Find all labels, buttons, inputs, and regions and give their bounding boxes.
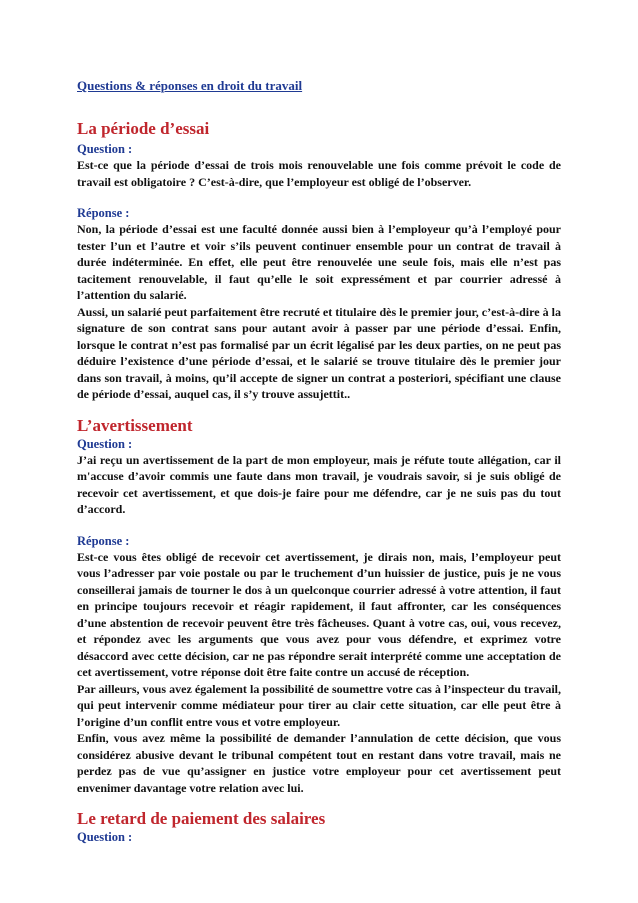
section-retard-paiement (77, 809, 561, 845)
answer-label: Réponse : (77, 206, 130, 220)
section-title: La période d’essai (77, 119, 210, 138)
answer-label: Réponse : (77, 533, 130, 548)
document-header-title: Questions & réponses en droit du travail (77, 78, 303, 93)
section-title: Le retard de paiement des salaires (77, 809, 326, 828)
question-label: Question : (77, 830, 133, 844)
answer-paragraph: Par ailleurs, vous avez également la possibilité de soumettre votre cas à l’inspecteur du travail, qui peut intervenir comme médiateur pour tirer au clair cette situation, car elle peut être à l’origine d’un conflit entre vous et votre employeur. (77, 681, 561, 729)
document-page (77, 78, 561, 845)
answer-paragraph: Est-ce vous êtes obligé de recevoir cet avertissement, je dirais non, mais, l’employeur peut vous l’adresser par voie postale ou par le truchement d’un huissier de justice, puis je ne vous conseillerai jamais de tourner le dos à un quelconque courrier adressé à votre attention, il faut en principe toujours recevoir et réagir rapidement, il faut affronter, car les conséquences d’une abstention de recevoir peuvent être très fâcheuses. Quant à votre cas, oui, vous recevez, et répondez avec les arguments que vous avez pour vous défendre, et exprimez votre désaccord avec cette décision, car ne pas répondre serait interprété comme une acceptation de cet avertissement, votre réponse doit être faite contre un accusé de réception. (77, 549, 561, 679)
section-title: L’avertissement (77, 415, 193, 435)
answer-paragraph: Non, la période d’essai est une faculté donnée aussi bien à l’employeur qu’à l’employé pour tester l’un et l’autre et voir s’ils peuvent continuer ensemble pour un contrat de travail à durée indéterminée. En effet, elle peut être renouvelée une seule fois, mais elle n’est pas tacitement renouvelable, il faut qu’elle le soit expressément et par courrier adressé à l’attention du salarié. (77, 222, 561, 302)
answer-paragraph: Aussi, un salarié peut parfaitement être recruté et titulaire dès le premier jour, c’est-à-dire à la signature de son contrat sans pour autant avoir à passer par une période d’essai. Enfin, lorsque le contrat n’est pas formalisé par un écrit légalisé par les deux parties, on ne peut pas déduire l’existence d’une période d’essai, et le salarié se trouve titulaire dès le premier jour dans son travail, à moins, qu’il accepte de signer un contrat a posteriori, spécifiant une clause de période d’essai, auquel cas, il s’y trouve assujettit.. (77, 304, 561, 401)
answer-paragraph: Enfin, vous avez même la possibilité de demander l’annulation de cette décision, que vous considérez abusive devant le tribunal compétent tout en restant dans votre travail, mais ne perdez pas de vue qu’assigner en justice votre employeur pour cet avertissement peut envenimer davantage votre relation avec lui. (77, 731, 561, 795)
section-periode-essai (77, 119, 561, 403)
question-text: Est-ce que la période d’essai de trois mois renouvelable une fois comme prévoit le code de travail est obligatoire ? C’est-à-dire, que l’employeur est obligé de l’observer. (77, 158, 561, 189)
section-avertissement (77, 416, 561, 797)
question-label: Question : (77, 142, 133, 156)
question-text: J’ai reçu un avertissement de la part de mon employeur, mais je réfute toute allégation, car il m'accuse d’avoir commis une faute dans mon travail, je voudrais savoir, si je suis obligé de recevoir cet avertissement, et que dois-je faire pour me défendre, car je ne suis pas du tout d’accord. (77, 452, 561, 516)
question-label: Question : (77, 436, 133, 451)
